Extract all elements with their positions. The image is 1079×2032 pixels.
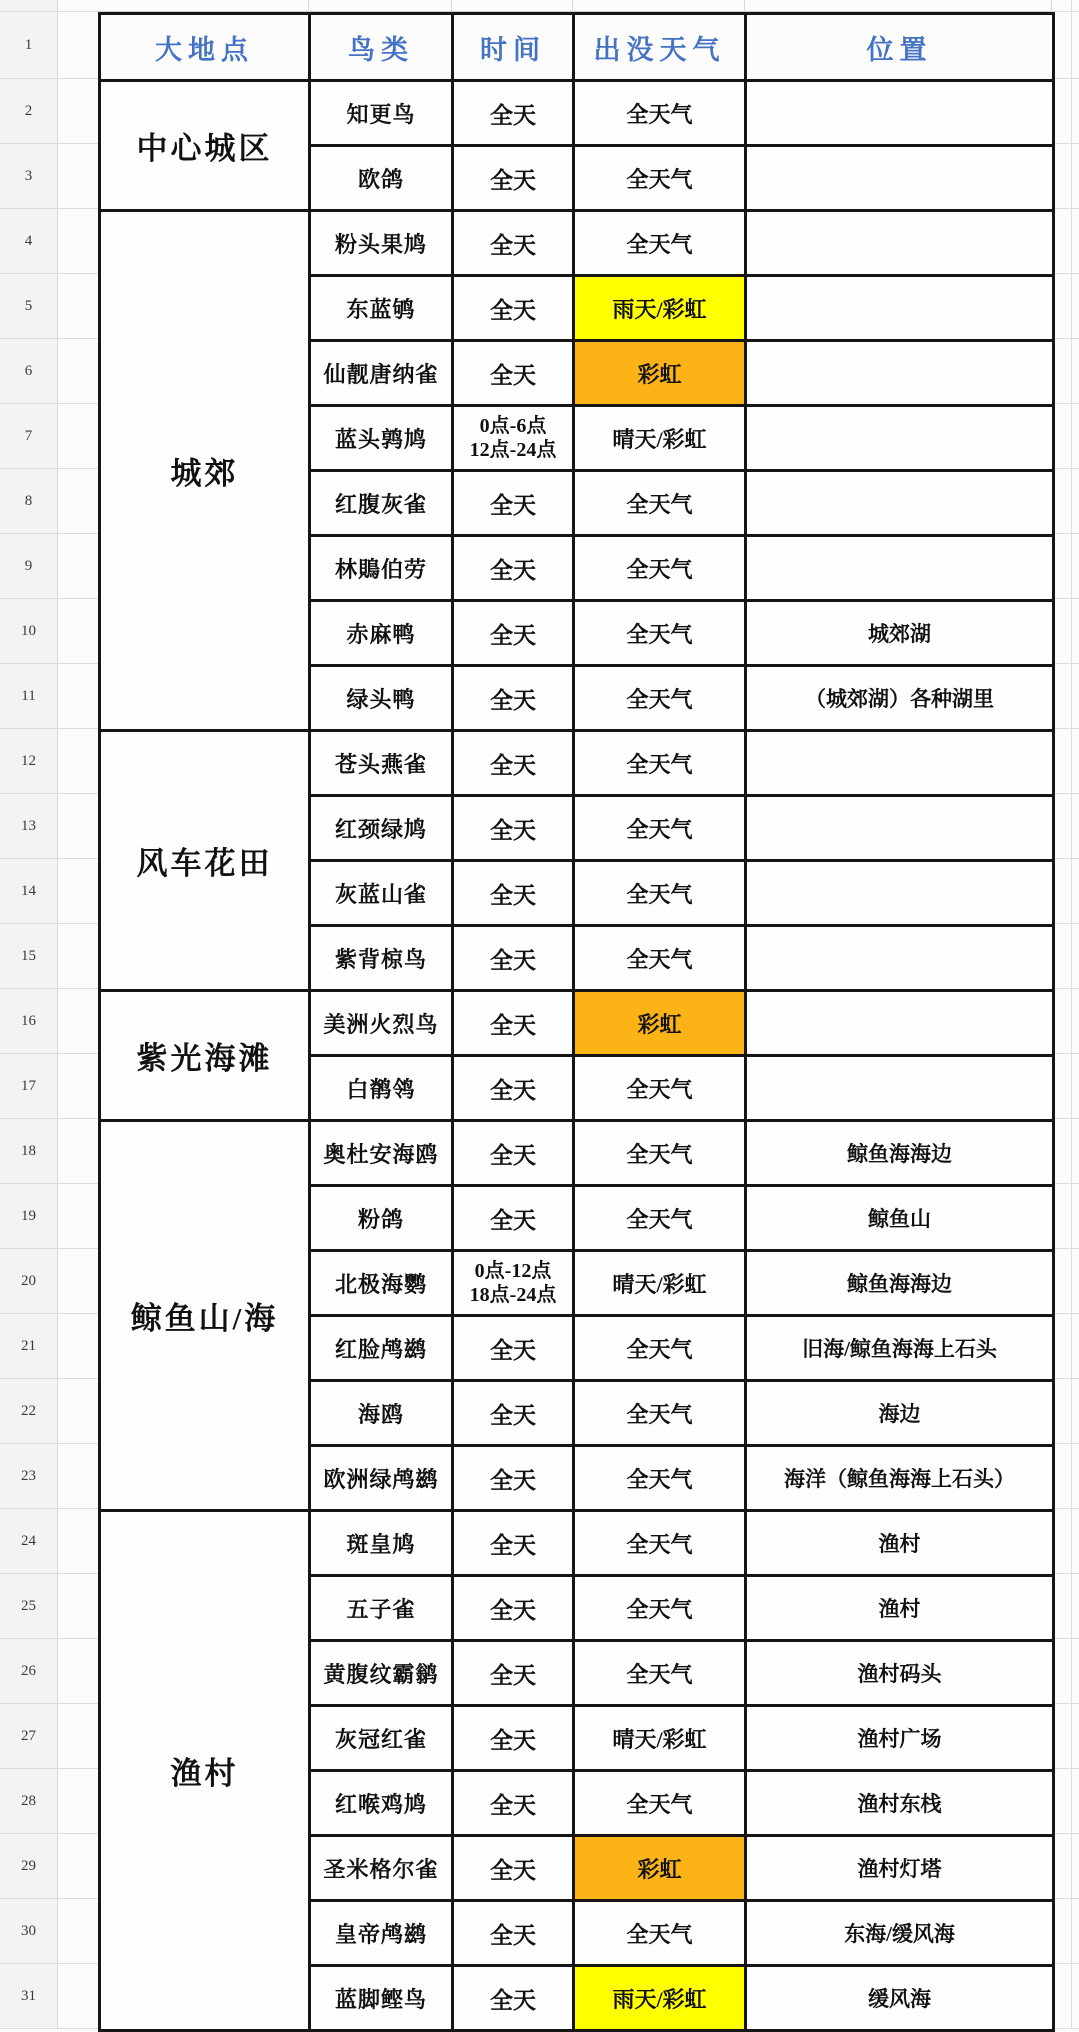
cell-time[interactable]: 全天: [453, 276, 574, 341]
row-number: 7: [24, 427, 33, 444]
row-number: 25: [21, 1597, 36, 1614]
gutter-cell: [1052, 534, 1079, 599]
row-header[interactable]: [0, 1509, 98, 1574]
cell-weather[interactable]: 全天气: [574, 146, 746, 211]
row-number: 16: [21, 1012, 36, 1029]
row-number: 23: [21, 1467, 36, 1484]
cell-position[interactable]: [746, 536, 1054, 601]
cell-position[interactable]: [746, 471, 1054, 536]
table-row: [100, 731, 1054, 796]
row-header[interactable]: [0, 209, 98, 274]
cell-time[interactable]: 全天: [453, 926, 574, 991]
row-number: 26: [21, 1662, 36, 1679]
gutter-cell: [1052, 274, 1079, 339]
row-number: 9: [24, 557, 33, 574]
cell-bird[interactable]: 红颈绿鸠: [310, 796, 453, 861]
cell-time[interactable]: [453, 406, 574, 471]
cell-weather[interactable]: 雨天/彩虹: [574, 276, 746, 341]
cell-bird[interactable]: 北极海鹦: [310, 1251, 453, 1316]
row-header[interactable]: [0, 1704, 98, 1769]
row-number: 21: [21, 1337, 36, 1354]
cell-bird[interactable]: 赤麻鸭: [310, 601, 453, 666]
cell-time[interactable]: 全天: [453, 471, 574, 536]
cell-weather[interactable]: 全天气: [574, 1641, 746, 1706]
gridline-vertical: [1071, 0, 1072, 2029]
cell-bird[interactable]: 粉头果鸠: [310, 211, 453, 276]
cell-time[interactable]: 全天: [453, 1121, 574, 1186]
row-header[interactable]: [0, 1574, 98, 1639]
gutter-cell: [1052, 729, 1079, 794]
cell-bird[interactable]: 欧鸽: [310, 146, 453, 211]
cell-position[interactable]: [746, 861, 1054, 926]
cell-weather[interactable]: 晴天/彩虹: [574, 406, 746, 471]
row-header-partial: [0, 0, 98, 12]
cell-position[interactable]: [746, 276, 1054, 341]
cell-position[interactable]: 海边: [746, 1381, 1054, 1446]
cell-bird[interactable]: 奥杜安海鸥: [310, 1121, 453, 1186]
col-header-2[interactable]: 时间: [453, 14, 574, 81]
table-row: [100, 81, 1054, 146]
row-header-rail: [0, 0, 98, 2029]
cell-bird[interactable]: 白鹡鸰: [310, 1056, 453, 1121]
row-header[interactable]: [0, 534, 98, 599]
row-number: 11: [21, 687, 36, 704]
row-number: 4: [24, 232, 33, 249]
cell-position[interactable]: 旧海/鲸鱼海海上石头: [746, 1316, 1054, 1381]
bird-table: [98, 12, 1055, 2032]
row-number: 13: [21, 817, 36, 834]
cell-position[interactable]: 鲸鱼山: [746, 1186, 1054, 1251]
time-line: 18点-24点: [469, 1284, 557, 1306]
cell-time[interactable]: 全天: [453, 146, 574, 211]
cell-position[interactable]: [746, 341, 1054, 406]
cell-position[interactable]: [746, 991, 1054, 1056]
cell-location-group[interactable]: 中心城区: [100, 81, 310, 211]
cell-weather[interactable]: 彩虹: [574, 1836, 746, 1901]
cell-bird[interactable]: 知更鸟: [310, 81, 453, 146]
cell-weather[interactable]: 全天气: [574, 1186, 746, 1251]
cell-weather[interactable]: 全天气: [574, 211, 746, 276]
row-header[interactable]: [0, 1249, 98, 1314]
cell-weather[interactable]: 全天气: [574, 1446, 746, 1511]
cell-time[interactable]: 全天: [453, 731, 574, 796]
cell-weather[interactable]: 全天气: [574, 601, 746, 666]
cell-weather[interactable]: 全天气: [574, 1901, 746, 1966]
row-number: 14: [21, 882, 36, 899]
row-header[interactable]: [0, 144, 98, 209]
cell-weather[interactable]: 全天气: [574, 731, 746, 796]
cell-bird[interactable]: 绿头鸭: [310, 666, 453, 731]
row-number: 24: [21, 1532, 36, 1549]
gutter-cell: [1052, 469, 1079, 534]
col-header-4[interactable]: 位置: [746, 14, 1054, 81]
row-header[interactable]: [0, 274, 98, 339]
gutter-cell: [1052, 1509, 1079, 1574]
cell-bird[interactable]: 粉鸽: [310, 1186, 453, 1251]
row-header[interactable]: [0, 1964, 98, 2029]
cell-weather[interactable]: 全天气: [574, 81, 746, 146]
cell-weather[interactable]: 全天气: [574, 1511, 746, 1576]
row-header[interactable]: [0, 1184, 98, 1249]
cell-bird[interactable]: 斑皇鸠: [310, 1511, 453, 1576]
row-number: 18: [21, 1142, 36, 1159]
table-body: [100, 81, 1054, 2031]
time-line: 0点-6点: [479, 415, 547, 437]
row-header[interactable]: [0, 1379, 98, 1444]
cell-bird[interactable]: 皇帝鸬鹚: [310, 1901, 453, 1966]
gutter-cell: [1052, 1119, 1079, 1184]
cell-bird[interactable]: 东蓝鸲: [310, 276, 453, 341]
cell-time[interactable]: 全天: [453, 211, 574, 276]
gutter-cell: [1052, 1769, 1079, 1834]
row-header[interactable]: [0, 339, 98, 404]
row-header[interactable]: [0, 79, 98, 144]
gutter-cell: [1052, 209, 1079, 274]
cell-bird[interactable]: 美洲火烈鸟: [310, 991, 453, 1056]
cell-position[interactable]: 渔村广场: [746, 1706, 1054, 1771]
cell-position[interactable]: [746, 731, 1054, 796]
cell-position[interactable]: 渔村东栈: [746, 1771, 1054, 1836]
cell-bird[interactable]: 林鵙伯劳: [310, 536, 453, 601]
row-number: 12: [21, 752, 36, 769]
cell-time[interactable]: 全天: [453, 1316, 574, 1381]
cell-weather[interactable]: 全天气: [574, 861, 746, 926]
cell-weather[interactable]: 彩虹: [574, 991, 746, 1056]
header-row: [100, 14, 1054, 81]
cell-time[interactable]: [453, 1251, 574, 1316]
cell-time[interactable]: 全天: [453, 341, 574, 406]
cell-position[interactable]: [746, 406, 1054, 471]
gutter-cell: [1052, 144, 1079, 209]
gutter-cell: [1052, 794, 1079, 859]
cell-bird[interactable]: 蓝脚鲣鸟: [310, 1966, 453, 2031]
gutter-cell: [1052, 0, 1079, 12]
row-number: 30: [21, 1922, 36, 1939]
gutter-cell: [1052, 79, 1079, 144]
row-header[interactable]: [0, 1444, 98, 1509]
row-header[interactable]: [0, 404, 98, 469]
cell-bird[interactable]: 欧洲绿鸬鹚: [310, 1446, 453, 1511]
cell-position[interactable]: [746, 926, 1054, 991]
gutter-cell: [1052, 12, 1079, 79]
row-number: 8: [24, 492, 33, 509]
cell-bird[interactable]: 海鸥: [310, 1381, 453, 1446]
cell-weather[interactable]: 全天气: [574, 536, 746, 601]
cell-position[interactable]: [746, 211, 1054, 276]
table-row: [100, 1121, 1054, 1186]
row-number: 17: [21, 1077, 36, 1094]
cell-weather[interactable]: 彩虹: [574, 341, 746, 406]
table-row: [100, 1511, 1054, 1576]
cell-weather[interactable]: 全天气: [574, 1771, 746, 1836]
time-line: 12点-24点: [469, 439, 557, 461]
row-header[interactable]: [0, 859, 98, 924]
cell-bird[interactable]: 苍头燕雀: [310, 731, 453, 796]
gutter-cell: [1052, 1444, 1079, 1509]
cell-position[interactable]: [746, 146, 1054, 211]
cell-position[interactable]: 城郊湖: [746, 601, 1054, 666]
cell-time[interactable]: 全天: [453, 1446, 574, 1511]
row-number: 3: [24, 167, 33, 184]
row-number: 5: [24, 297, 33, 314]
row-header[interactable]: [0, 1119, 98, 1184]
row-header[interactable]: [0, 794, 98, 859]
row-number: 2: [24, 102, 33, 119]
cell-weather[interactable]: 晴天/彩虹: [574, 1251, 746, 1316]
cell-time[interactable]: 全天: [453, 666, 574, 731]
cell-position[interactable]: 海洋（鲸鱼海海上石头）: [746, 1446, 1054, 1511]
cell-bird[interactable]: 灰冠红雀: [310, 1706, 453, 1771]
cell-time[interactable]: 全天: [453, 1706, 574, 1771]
gutter-cell: [1052, 404, 1079, 469]
cell-time[interactable]: 全天: [453, 861, 574, 926]
gutter-cell: [1052, 1314, 1079, 1379]
row-header[interactable]: [0, 1314, 98, 1379]
cell-weather[interactable]: 全天气: [574, 796, 746, 861]
cell-weather[interactable]: 全天气: [574, 1576, 746, 1641]
cell-bird[interactable]: 仙靓唐纳雀: [310, 341, 453, 406]
cell-time[interactable]: 全天: [453, 1056, 574, 1121]
cell-weather[interactable]: 晴天/彩虹: [574, 1706, 746, 1771]
cell-position[interactable]: 渔村: [746, 1576, 1054, 1641]
row-header[interactable]: [0, 989, 98, 1054]
cell-position[interactable]: [746, 1056, 1054, 1121]
partial-cells-strip: [98, 0, 1052, 12]
row-number: 6: [24, 362, 33, 379]
cell-weather[interactable]: 全天气: [574, 1121, 746, 1186]
gridline-vertical: [57, 0, 58, 2029]
gutter-cell: [1052, 1704, 1079, 1769]
cell-position[interactable]: 鲸鱼海海边: [746, 1121, 1054, 1186]
row-header[interactable]: [0, 599, 98, 664]
cell-position[interactable]: 鲸鱼海海边: [746, 1251, 1054, 1316]
row-number: 31: [21, 1987, 36, 2004]
cell-time[interactable]: 全天: [453, 1186, 574, 1251]
table-row: [100, 211, 1054, 276]
cell-bird[interactable]: 五子雀: [310, 1576, 453, 1641]
cell-weather[interactable]: 全天气: [574, 471, 746, 536]
cell-time[interactable]: 全天: [453, 601, 574, 666]
cell-location-group[interactable]: 风车花田: [100, 731, 310, 991]
cell-bird[interactable]: 蓝头鹑鸠: [310, 406, 453, 471]
cell-position[interactable]: [746, 796, 1054, 861]
cell-position[interactable]: 渔村: [746, 1511, 1054, 1576]
row-number: 20: [21, 1272, 36, 1289]
row-header[interactable]: [0, 729, 98, 794]
gutter-cell: [1052, 859, 1079, 924]
row-header[interactable]: [0, 1769, 98, 1834]
cell-bird[interactable]: 圣米格尔雀: [310, 1836, 453, 1901]
gutter-cell: [1052, 1054, 1079, 1119]
cell-time[interactable]: 全天: [453, 1576, 574, 1641]
gridline-vertical: [308, 0, 309, 12]
cell-time[interactable]: 全天: [453, 1836, 574, 1901]
cell-time[interactable]: 全天: [453, 81, 574, 146]
cell-time[interactable]: 全天: [453, 1901, 574, 1966]
col-header-3[interactable]: 出没天气: [574, 14, 746, 81]
row-header[interactable]: [0, 12, 98, 79]
cell-location-group[interactable]: 鲸鱼山/海: [100, 1121, 310, 1511]
gridline-vertical: [451, 0, 452, 12]
gutter-cell: [1052, 339, 1079, 404]
cell-bird[interactable]: 红脸鸬鹚: [310, 1316, 453, 1381]
gutter-cell: [1052, 1379, 1079, 1444]
row-number: 29: [21, 1857, 36, 1874]
cell-bird[interactable]: 红腹灰雀: [310, 471, 453, 536]
cell-location-group[interactable]: 城郊: [100, 211, 310, 731]
gutter-cell: [1052, 1834, 1079, 1899]
cell-time[interactable]: 全天: [453, 1511, 574, 1576]
cell-position[interactable]: 缓风海: [746, 1966, 1054, 2031]
gridline-vertical: [572, 0, 573, 12]
cell-position[interactable]: [746, 81, 1054, 146]
cell-position[interactable]: 渔村灯塔: [746, 1836, 1054, 1901]
cell-weather[interactable]: 全天气: [574, 1381, 746, 1446]
row-header[interactable]: [0, 1054, 98, 1119]
row-number: 22: [21, 1402, 36, 1419]
row-number: 15: [21, 947, 36, 964]
row-number: 19: [21, 1207, 36, 1224]
cell-time[interactable]: 全天: [453, 536, 574, 601]
gutter-cell: [1052, 1574, 1079, 1639]
row-header[interactable]: [0, 1639, 98, 1704]
time-line: 0点-12点: [474, 1260, 552, 1282]
gutter-cell: [1052, 1184, 1079, 1249]
cell-location-group[interactable]: 渔村: [100, 1511, 310, 2031]
cell-position[interactable]: 渔村码头: [746, 1641, 1054, 1706]
row-header[interactable]: [0, 1834, 98, 1899]
gutter-cell: [1052, 664, 1079, 729]
gutter-cell: [1052, 924, 1079, 989]
row-header[interactable]: [0, 1899, 98, 1964]
cell-location-group[interactable]: 紫光海滩: [100, 991, 310, 1121]
gutter-cell: [1052, 989, 1079, 1054]
cell-weather[interactable]: 全天气: [574, 666, 746, 731]
cell-time[interactable]: 全天: [453, 1771, 574, 1836]
gridline-vertical: [744, 0, 745, 12]
row-header[interactable]: [0, 469, 98, 534]
col-header-0[interactable]: 大地点: [100, 14, 310, 81]
row-number: 10: [21, 622, 36, 639]
cell-bird[interactable]: 红喉鸡鸠: [310, 1771, 453, 1836]
cell-time[interactable]: 全天: [453, 1381, 574, 1446]
row-header[interactable]: [0, 664, 98, 729]
row-number: 28: [21, 1792, 36, 1809]
cell-time[interactable]: 全天: [453, 1966, 574, 2031]
cell-weather[interactable]: 雨天/彩虹: [574, 1966, 746, 2031]
cell-time[interactable]: 全天: [453, 1641, 574, 1706]
cell-weather[interactable]: 全天气: [574, 926, 746, 991]
gutter-cell: [1052, 1899, 1079, 1964]
gutter-cell: [1052, 1639, 1079, 1704]
cell-time[interactable]: 全天: [453, 796, 574, 861]
row-number: 1: [24, 36, 33, 53]
right-gutter: [1052, 0, 1079, 2029]
gutter-cell: [1052, 599, 1079, 664]
col-header-1[interactable]: 鸟类: [310, 14, 453, 81]
cell-weather[interactable]: 全天气: [574, 1056, 746, 1121]
cell-bird[interactable]: 紫背椋鸟: [310, 926, 453, 991]
cell-position[interactable]: 东海/缓风海: [746, 1901, 1054, 1966]
row-header[interactable]: [0, 924, 98, 989]
cell-bird[interactable]: 黄腹纹霸鹟: [310, 1641, 453, 1706]
cell-bird[interactable]: 灰蓝山雀: [310, 861, 453, 926]
table-row: [100, 991, 1054, 1056]
cell-weather[interactable]: 全天气: [574, 1316, 746, 1381]
gutter-cell: [1052, 1249, 1079, 1314]
cell-time[interactable]: 全天: [453, 991, 574, 1056]
cell-position[interactable]: （城郊湖）各种湖里: [746, 666, 1054, 731]
row-number: 27: [21, 1727, 36, 1744]
gutter-cell: [1052, 1964, 1079, 2029]
